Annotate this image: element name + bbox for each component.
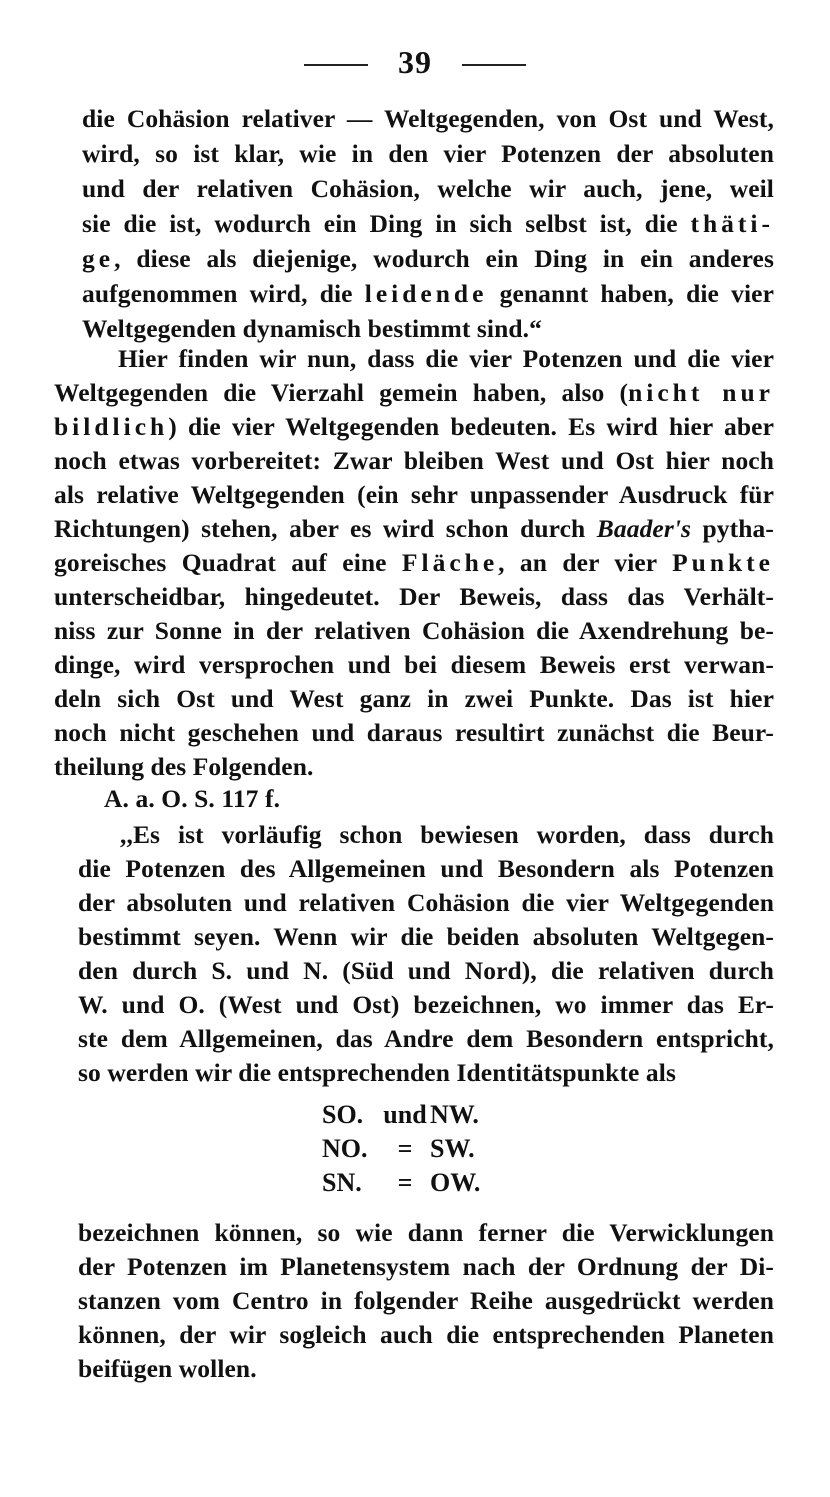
quote-line: ,,Es ist vorläufig schon bewiesen worden, dass durch [120,820,774,849]
text-line [54,376,774,410]
text-span: pytha- [691,514,774,543]
quote-line: die Potenzen des Allgemeinen und Besondern als Potenzen [78,854,774,883]
spaced-emphasis: Punkte [672,548,774,577]
text-line: noch etwas vorbereitet: Zwar bleiben West und Ost hier noch [54,446,774,475]
text-line: die Cohäsion relativer — Weltgegenden, von Ost und West, [82,104,774,133]
spaced-emphasis: nicht nur [628,378,774,407]
text-line [54,410,774,444]
quote-line: der absoluten und relativen Cohäsion die vier Weltgegenden [78,888,774,917]
spaced-emphasis: leidende [364,279,488,308]
spaced-emphasis: Fläche [401,548,499,577]
formula-connector: = [397,1134,413,1163]
text-span: Richtungen) stehen, aber es wird schon durch [54,514,597,543]
header-rule-left [304,64,368,66]
text-span: sie die ist, wodurch ein Ding in sich selbst ist, die [82,209,691,238]
formula-right: SW. [430,1134,475,1163]
formula-connector: und [383,1100,427,1129]
page-header [0,42,830,82]
spaced-emphasis: thäti- [690,209,774,238]
text-span: ) die vier Weltgegenden bedeuten. Es wird hier aber [168,412,774,441]
quote-line: den durch S. und N. (Süd und Nord), die relativen durch [78,956,774,985]
text-line: als relative Weltgegenden (ein sehr unpassender Ausdruck für [54,480,774,509]
formula-left: SN. [322,1168,362,1197]
formula-right: OW. [430,1168,481,1197]
text-line: und der relativen Cohäsion, welche wir auch, jene, weil [82,174,774,203]
page-number: 39 [398,43,432,80]
text-line: wird, so ist klar, wie in den vier Potenzen der absoluten [82,139,774,168]
text-line: können, der wir sogleich auch die entsprechenden Planeten [78,1320,774,1349]
text-line [82,277,774,311]
spaced-emphasis: ge [82,244,115,273]
quote-line: so werden wir die entsprechenden Identitätspunkte als [78,1058,676,1087]
formula-row [322,1166,480,1200]
text-line: theilung des Folgenden. [54,752,314,781]
text-line: deln sich Ost und West ganz in zwei Punkte. Das ist hier [54,684,774,713]
text-line: unterscheidbar, hingedeutet. Der Beweis, dass das Verhält- [54,582,774,611]
formula-connector: = [397,1168,413,1197]
text-line: Hier finden wir nun, dass die vier Potenzen und die vier [118,344,774,373]
quote-line: W. und O. (West und Ost) bezeichnen, wo immer das Er- [78,990,774,1019]
text-line [82,242,774,276]
formula-right: NW. [430,1100,479,1129]
text-line [54,512,774,546]
spaced-emphasis: bildlich [54,412,169,441]
text-span: aufgenommen wird, die [82,279,365,308]
text-span: , an der vier [498,548,673,577]
text-line: niss zur Sonne in der relativen Cohäsion die Axendrehung be- [54,616,774,645]
text-span: goreisches Quadrat auf eine [54,548,402,577]
text-line: noch nicht geschehen und daraus resultirt zunächst die Beur- [54,718,774,747]
quote-line: bestimmt seyen. Wenn wir die beiden absoluten Weltgegen- [78,922,774,951]
text-line: dinge, wird versprochen und bei diesem Beweis erst verwan- [54,650,774,679]
formula-row [322,1098,479,1132]
formula-left: SO. [322,1100,364,1129]
text-line [82,207,774,241]
citation: A. a. O. S. 117 f. [104,784,281,813]
text-span: , diese als diejenige, wodurch ein Ding in ein anderes [114,244,774,273]
text-line: beifügen wollen. [78,1354,257,1383]
text-line: bezeichnen können, so wie dann ferner die Verwicklungen [78,1218,774,1247]
formula-row [322,1132,475,1166]
text-line: Weltgegenden dynamisch bestimmt sind.“ [82,314,542,343]
text-line [54,546,774,580]
formula-left: NO. [322,1134,368,1163]
italic-name: Baader's [596,514,692,543]
text-span: Weltgegenden die Vierzahl gemein haben, also ( [54,378,629,407]
header-rule-right [462,64,526,66]
quote-line: ste dem Allgemeinen, das Andre dem Besondern entspricht, [78,1024,774,1053]
text-line: der Potenzen im Planetensystem nach der Ordnung der Di- [78,1252,774,1281]
text-span: genannt haben, die vier [487,279,774,308]
text-line: stanzen vom Centro in folgender Reihe ausgedrückt werden [78,1286,774,1315]
